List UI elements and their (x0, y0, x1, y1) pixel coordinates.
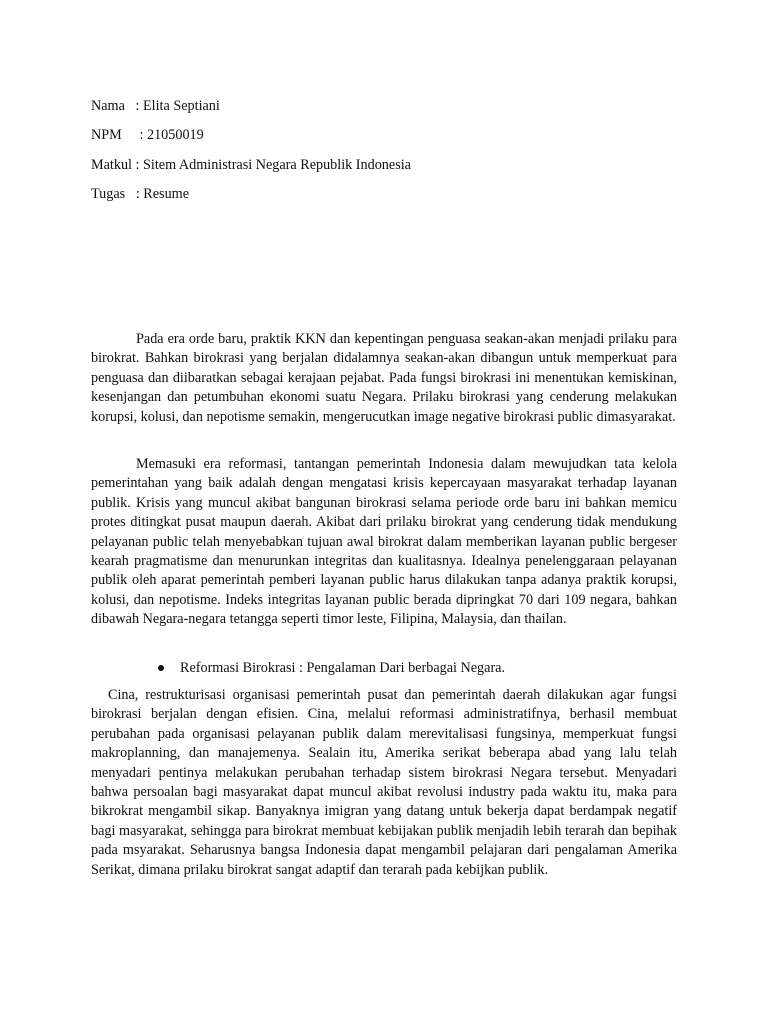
bullet-text: Reformasi Birokrasi : Pengalaman Dari berbagai Negara. (180, 660, 506, 676)
paragraph-text: Pada era orde baru, praktik KKN dan kepentingan penguasa seakan-akan menjadi prilaku para birokrat. Bahkan birokrasi yang berjalan didalamnya seakan-akan dibangun untuk memperkuat para penguasa dan diibaratkan sebagai kerajaan pejabat. Pada fungsi birokrasi ini menentukan kemiskinan, kesenjangan dan petumbuhan ekonomi suatu Negara. Prilaku birokrasi yang cenderung melakukan korupsi, kolusi, dan nepotisme semakin, mengerucutkan image negative birokrasi public dimasyarakat. (91, 331, 677, 425)
paragraph-text: Memasuki era reformasi, tantangan pemerintah Indonesia dalam mewujudkan tata kelola pemerintahan yang baik adalah dengan mengatasi krisis kepercayaan masyarakat terhadap layanan publik. Krisis yang muncul akibat bangunan birokrasi selama periode orde baru ini bahkan memicu protes ditingkat pusat maupun daerah. Akibat dari prilaku birokrat yang cenderung tidak mendukung pelayanan public telah menyebabkan tujuan awal birokrat dalam memberikan layanan public bergeser kearah pragmatisme dan menurunkan integritas dan kualitasnya. Idealnya penelenggaraan pelayanan publik oleh aparat pemerintah pemberi layanan public harus dilakukan tanpa adanya praktik korupsi, kolusi, dan nepotisme. Indeks integritas layanan public berada dipringkat 70 dari 109 negara, bahkan dibawah Negara-negara tetangga seperti timor leste, Filipina, Malaysia, dan thailan. (91, 456, 677, 628)
paragraph-cina-amerika (91, 686, 677, 880)
course-line: Matkul : Sitem Administrasi Negara Republik Indonesia (91, 156, 411, 173)
paragraph-era-reformasi (91, 455, 677, 630)
paragraph-text: Cina, restrukturisasi organisasi pemerintah pusat dan pemerintah daerah dilakukan agar fungsi birokrasi berjalan dengan efisien. Cina, melalui reformasi administratifnya, berhasil membuat perubahan pada organisasi pelayanan publik dalam merevitalisasi fungsinya, memperkuat fungsi makroplanning, dan manajemenya. Sealain itu, Amerika serikat beberapa abad yang lalu telah menyadari pentinya melakukan perubahan terhadap sistem birokrasi Negara tersebut. Menyadari bahwa persoalan bagi masyarakat dapat muncul akibat revolusi industry pada waktu itu, maka para bikrokrat mengambil sikap. Banyaknya imigran yang datang untuk bekerja dapat berdampak negatif bagi masyarakat, sehingga para birokrat membuat kebijakan publik menjadih lebih terarah dan bepihak pada msyarakat. Seharusnya bangsa Indonesia dapat mengambil pelajaran dari pengalaman Amerika Serikat, dimana prilaku birokrat sangat adaptif dan terarah pada kebijkan publik. (91, 687, 677, 878)
paragraph-orde-baru (91, 330, 677, 427)
bullet-item (158, 658, 505, 678)
bullet-icon (158, 665, 164, 671)
name-line: Nama : Elita Septiani (91, 98, 220, 114)
npm-line: NPM : 21050019 (91, 127, 204, 144)
assignment-line: Tugas : Resume (91, 185, 190, 202)
student-info-header (91, 92, 411, 209)
